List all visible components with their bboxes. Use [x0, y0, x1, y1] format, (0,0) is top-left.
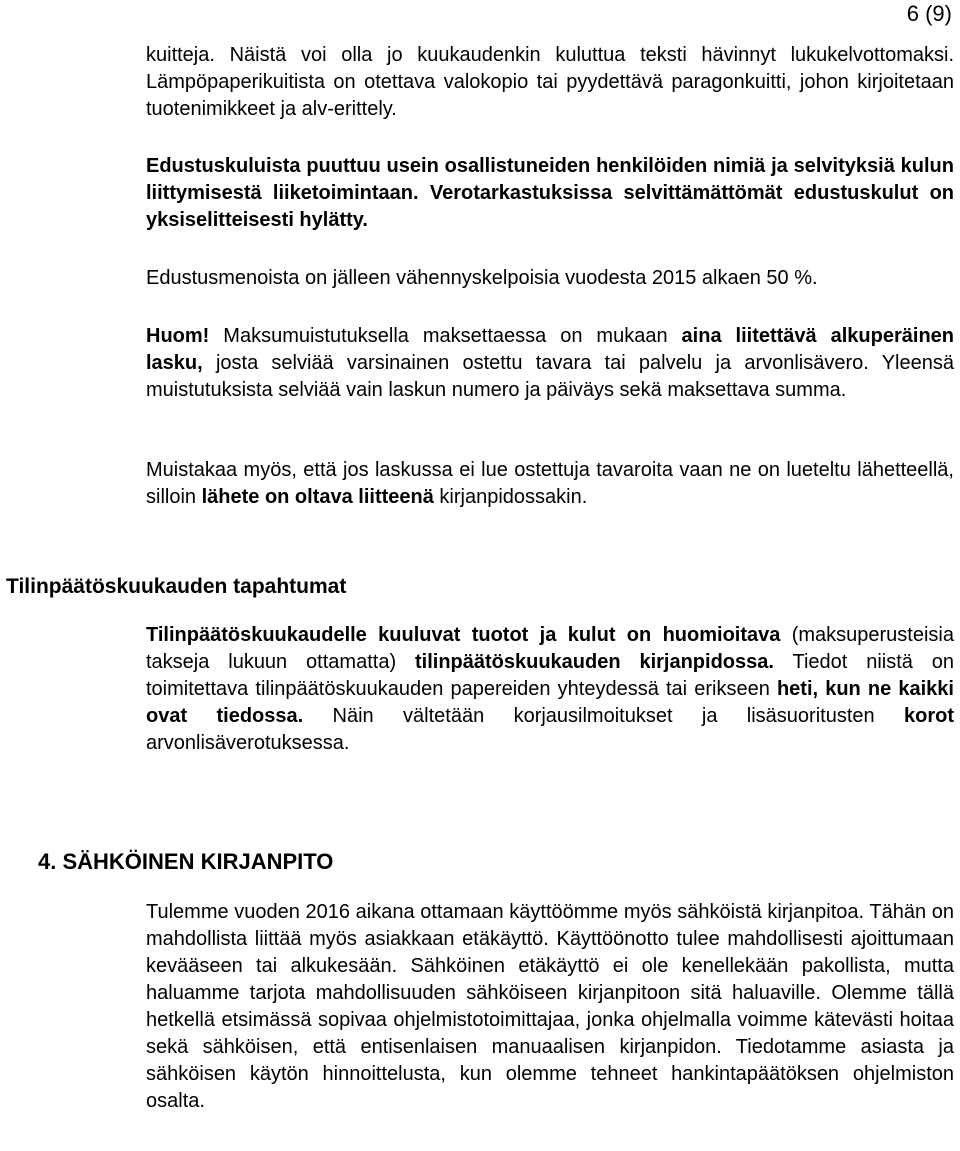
emphasis-span: Tilinpäätöskuukaudelle kuuluvat tuotot ja kulut on huomioitava — [146, 624, 781, 646]
paragraph-payment-reminder — [146, 323, 954, 404]
emphasis-span: heti, kun ne kaikki ovat tiedossa. — [146, 678, 954, 727]
paragraph-entertainment-costs: Edustuskuluista puuttuu usein osallistuneiden henkilöiden nimiä ja selvityksiä kulun liittymisestä liiketoimintaan. Verotarkastuksissa selvittämättömät edustuskulut on yksiselitteisesti hylätty. — [146, 155, 954, 231]
text-span: Maksumuistutuksella maksettaessa on mukaan — [209, 325, 682, 347]
paragraph-closing-month — [146, 622, 954, 757]
section-heading-closing-month: Tilinpäätöskuukauden tapahtumat — [6, 575, 347, 598]
paragraph-electronic-accounting: Tulemme vuoden 2016 aikana ottamaan käyttöömme myös sähköistä kirjanpitoa. Tähän on mahdollista liittää myös asiakkaan etäkäyttö. Käyttöönotto tulee mahdollisesti ajoittumaan kevääseen tai alkukesään. Sähköinen etäkäyttö ei ole kenellekään pakollista, mutta haluamme tarjota mahdollisuuden sähköiseen kirjanpitoon sitä haluaville. Olemme tällä hetkellä etsimässä sopivaa ohjelmistotoimittajaa, jonka ohjelmalla voimme kätevästi hoitaa sekä sähköisen, että entisenlaisen manuaalisen kirjanpidon. Tiedotamme asiasta ja sähköisen käytön hinnoittelusta, kun olemme tehneet hankintapäätöksen ohjelmiston osalta. — [146, 901, 954, 1112]
text-span: Muistakaa myös, että jos laskussa ei lue ostettuja tavaroita vaan ne on lueteltu lähetteellä, silloin — [146, 459, 954, 508]
emphasis-span: aina liitettävä alkuperäinen lasku, — [146, 325, 955, 374]
text-span: Tiedot niistä on toimitettava tilinpäätöskuukauden papereiden yhteydessä tai erikseen — [146, 651, 955, 700]
text-span: kirjanpidossakin. — [433, 486, 588, 508]
text-span: arvonlisäverotuksessa. — [146, 732, 350, 754]
note-label: Huom! — [146, 325, 210, 347]
paragraph-delivery-note — [146, 457, 954, 511]
emphasis-span: lähete on oltava liitteenä — [201, 486, 434, 508]
paragraph-receipts: kuitteja. Näistä voi olla jo kuukaudenkin kuluttua teksti hävinnyt lukukelvottomaksi. Lämpöpaperikuitista on otettava valokopio tai pyydettävä paragonkuitti, johon kirjoitetaan tuotenimikkeet ja alv-erittely. — [146, 44, 954, 120]
emphasis-span: korot — [904, 705, 954, 727]
text-span: (maksuperusteisia takseja lukuun ottamatta) — [146, 624, 954, 673]
text-span: Näin vältetään korjausilmoitukset ja lisäsuoritusten — [303, 705, 904, 727]
emphasis-span: tilinpäätöskuukauden kirjanpidossa. — [414, 651, 774, 673]
section-heading-electronic-accounting: 4. SÄHKÖINEN KIRJANPITO — [38, 849, 334, 874]
page-number: 6 (9) — [906, 1, 952, 26]
text-span: josta selviää varsinainen ostettu tavara tai palvelu ja arvonlisävero. Yleensä muistutuksista selviää vain laskun numero ja päiväys sekä maksettava summa. — [146, 352, 954, 401]
paragraph-deductible: Edustusmenoista on jälleen vähennyskelpoisia vuodesta 2015 alkaen 50 %. — [146, 267, 818, 289]
